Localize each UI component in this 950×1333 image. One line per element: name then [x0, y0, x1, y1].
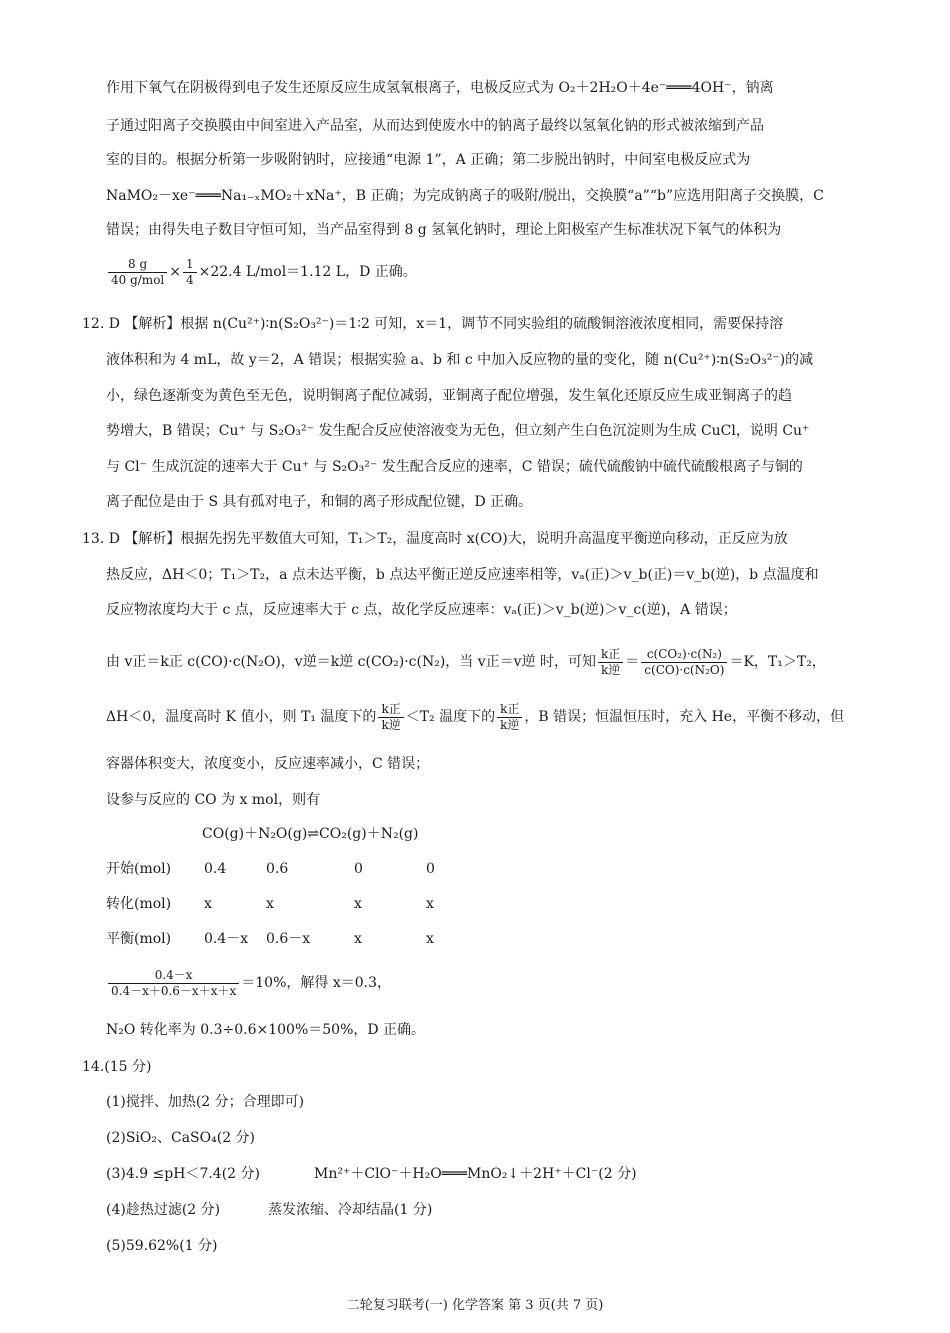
q13-line-2: 热反应，ΔH＜0；T₁＞T₂，a 点未达平衡，b 点达平衡正逆反应速率相等，vₐ(正)＞v_b(正)＝v_b(逆)，b 点温度和 — [106, 567, 819, 583]
q11-line-2: 子通过阳离子交换膜由中间室进入产品室，从而达到使废水中的钠离子最终以氢氧化钠的形式被浓缩到产品 — [106, 118, 764, 134]
q14-answer-1: (1)搅拌、加热(2 分；合理即可) — [106, 1094, 305, 1110]
rate-expression: 由 v正＝k正 c(CO)·c(N₂O)，v逆＝k逆 c(CO₂)·c(N₂)，当 v正＝v逆 时，可知 — [106, 654, 597, 670]
cell-n2: x — [426, 896, 434, 912]
row-label: 开始(mol) — [106, 861, 172, 877]
q11-line-1: 作用下氧气在阴极得到电子发生还原反应生成氢氧根离子，电极反应式为 O₂＋2H₂O＋4e⁻═══4OH⁻，钠离 — [106, 80, 774, 96]
q12-line-1: 12. D 【解析】根据 n(Cu²⁺)∶n(S₂O₃²⁻)＝1∶2 可知，x＝1，调节不同实验组的硫酸铜溶液浓度相同，需要保持溶 — [82, 316, 784, 332]
q12-line-6: 离子配位是由于 S 具有孤对电子，和铜的离子形成配位键，D 正确。 — [106, 494, 533, 510]
q14-answer-4-crystal: 蒸发浓缩、冷却结晶(1 分) — [268, 1202, 433, 1218]
fraction-numerator: k正 — [378, 702, 403, 718]
q13-line-8: N₂O 转化率为 0.3÷0.6×100%＝50%，D 正确。 — [106, 1022, 426, 1038]
q13-line-1: 13. D 【解析】根据先拐先平数值大可知，T₁＞T₂，温度高时 x(CO)大，说明升高温度平衡逆向移动，正反应为放 — [82, 531, 788, 547]
q12-line-2: 液体积和为 4 mL，故 y＝2，A 错误；根据实验 a、b 和 c 中加入反应物的量的变化，随 n(Cu²⁺)∶n(S₂O₃²⁻)的减 — [106, 352, 814, 368]
fraction-numerator: c(CO₂)·c(N₂) — [641, 647, 727, 663]
comparison-text: ＜T₂ 温度下的 — [405, 709, 496, 725]
k-conclusion: ＝K，T₁＞T₂， — [729, 654, 826, 670]
cell-n2: x — [426, 931, 434, 947]
fraction-numerator: k正 — [598, 647, 623, 663]
q13-line-4 — [106, 645, 826, 679]
cell-n2o: x — [266, 896, 274, 912]
q11-result: ×22.4 L/mol＝1.12 L，D 正确。 — [198, 264, 417, 280]
fraction-numerator: 1 — [183, 257, 197, 273]
fraction-denominator: k逆 — [500, 717, 520, 732]
q11-line-6 — [106, 255, 417, 289]
q14-answer-4-filter: (4)趁热过滤(2 分) — [106, 1202, 221, 1218]
q13-line-5 — [106, 700, 844, 734]
fraction-denominator: 40 g/mol — [111, 272, 165, 287]
row-label: 平衡(mol) — [106, 931, 172, 947]
q11-line-3: 室的目的。根据分析第一步吸附钠时，应接通“电源 1”，A 正确；第二步脱出钠时，中间室电极反应式为 — [106, 152, 751, 168]
q11-line-4: NaMO₂－xe⁻═══Na₁₋ₓMO₂＋xNa⁺，B 正确；为完成钠离子的吸附/脱出，交换膜“a”“b”应选用阳离子交换膜，C — [106, 188, 824, 204]
fraction-k-ratio-t2 — [497, 702, 522, 733]
q13-fraction-line — [106, 966, 391, 1000]
q11-line-5: 错误；由得失电子数目守恒可知，当产品室得到 8 g 氢氧化钠时，理论上阳极室产生标准状况下氧气的体积为 — [106, 222, 782, 238]
cell-co2: x — [354, 896, 362, 912]
fraction-denominator: c(CO)·c(N₂O) — [644, 662, 725, 677]
cell-co2: 0 — [354, 861, 363, 877]
q13-line-7: 设参与反应的 CO 为 x mol，则有 — [106, 792, 321, 808]
fraction-numerator: k正 — [497, 702, 522, 718]
fraction-numerator: 0.4－x — [108, 968, 239, 984]
fraction-co-share — [108, 968, 239, 999]
q12-line-4: 势增大，B 错误；Cu⁺ 与 S₂O₃²⁻ 发生配合反应使溶液变为无色，但立刻产生白色沉淀则为生成 CuCl，说明 Cu⁺ — [106, 423, 810, 439]
fraction-denominator: 4 — [185, 272, 194, 287]
q13-line-3: 反应物浓度均大于 c 点，反应速率大于 c 点，故化学反应速率：vₐ(正)＞v_b(逆)＞v_c(逆)，A 错误； — [106, 602, 737, 618]
fraction-concentration — [641, 647, 727, 678]
q12-line-3: 小，绿色逐渐变为黄色至无色，说明铜离子配位减弱，亚铜离子配位增强，发生氧化还原反应生成亚铜离子的趋 — [106, 388, 792, 404]
fraction-denominator: k逆 — [381, 717, 401, 732]
cell-n2o: 0.6 — [266, 861, 289, 877]
times-sign: × — [169, 264, 181, 280]
solve-x: ＝10%，解得 x＝0.3， — [241, 975, 391, 991]
q14-answer-3-ph: (3)4.9 ≤pH＜7.4(2 分) — [106, 1166, 260, 1182]
fraction-mass-molar — [108, 257, 167, 288]
row-label: 转化(mol) — [106, 896, 172, 912]
fraction-denominator: 0.4－x＋0.6－x＋x＋x — [111, 983, 237, 998]
fraction-k-ratio — [598, 647, 623, 678]
cell-co2: x — [354, 931, 362, 947]
temperature-statement: ΔH＜0，温度高时 K 值小，则 T₁ 温度下的 — [106, 709, 377, 725]
cell-n2: 0 — [426, 861, 435, 877]
q14-heading: 14.(15 分) — [82, 1059, 152, 1075]
q14-answer-3-equation: Mn²⁺＋ClO⁻＋H₂O═══MnO₂↓＋2H⁺＋Cl⁻(2 分) — [314, 1166, 637, 1182]
cell-co: x — [204, 896, 212, 912]
fraction-denominator: k逆 — [601, 662, 621, 677]
q12-line-5: 与 Cl⁻ 生成沉淀的速率大于 Cu⁺ 与 S₂O₃²⁻ 发生配合反应的速率，C 错误；硫代硫酸钠中硫代硫酸根离子与铜的 — [106, 459, 803, 475]
q14-answer-5: (5)59.62%(1 分) — [106, 1238, 218, 1254]
cell-co: 0.4 — [204, 861, 227, 877]
cell-n2o: 0.6－x — [266, 931, 311, 947]
equilibrium-equation: CO(g)＋N₂O(g)⇌CO₂(g)＋N₂(g) — [202, 826, 419, 842]
q13-line-6: 容器体积变大，浓度变小，反应速率减小，C 错误； — [106, 756, 430, 772]
fraction-numerator: 8 g — [108, 257, 167, 273]
page-footer: 二轮复习联考(一) 化学答案 第 3 页(共 7 页) — [346, 1298, 604, 1313]
b-conclusion: ，B 错误；恒温恒压时，充入 He，平衡不移动，但 — [524, 709, 845, 725]
cell-co: 0.4－x — [204, 931, 249, 947]
fraction-quarter — [183, 257, 197, 288]
fraction-k-ratio-t1 — [378, 702, 403, 733]
q14-answer-2: (2)SiO₂、CaSO₄(2 分) — [106, 1130, 256, 1146]
equals-sign: ＝ — [625, 654, 640, 670]
